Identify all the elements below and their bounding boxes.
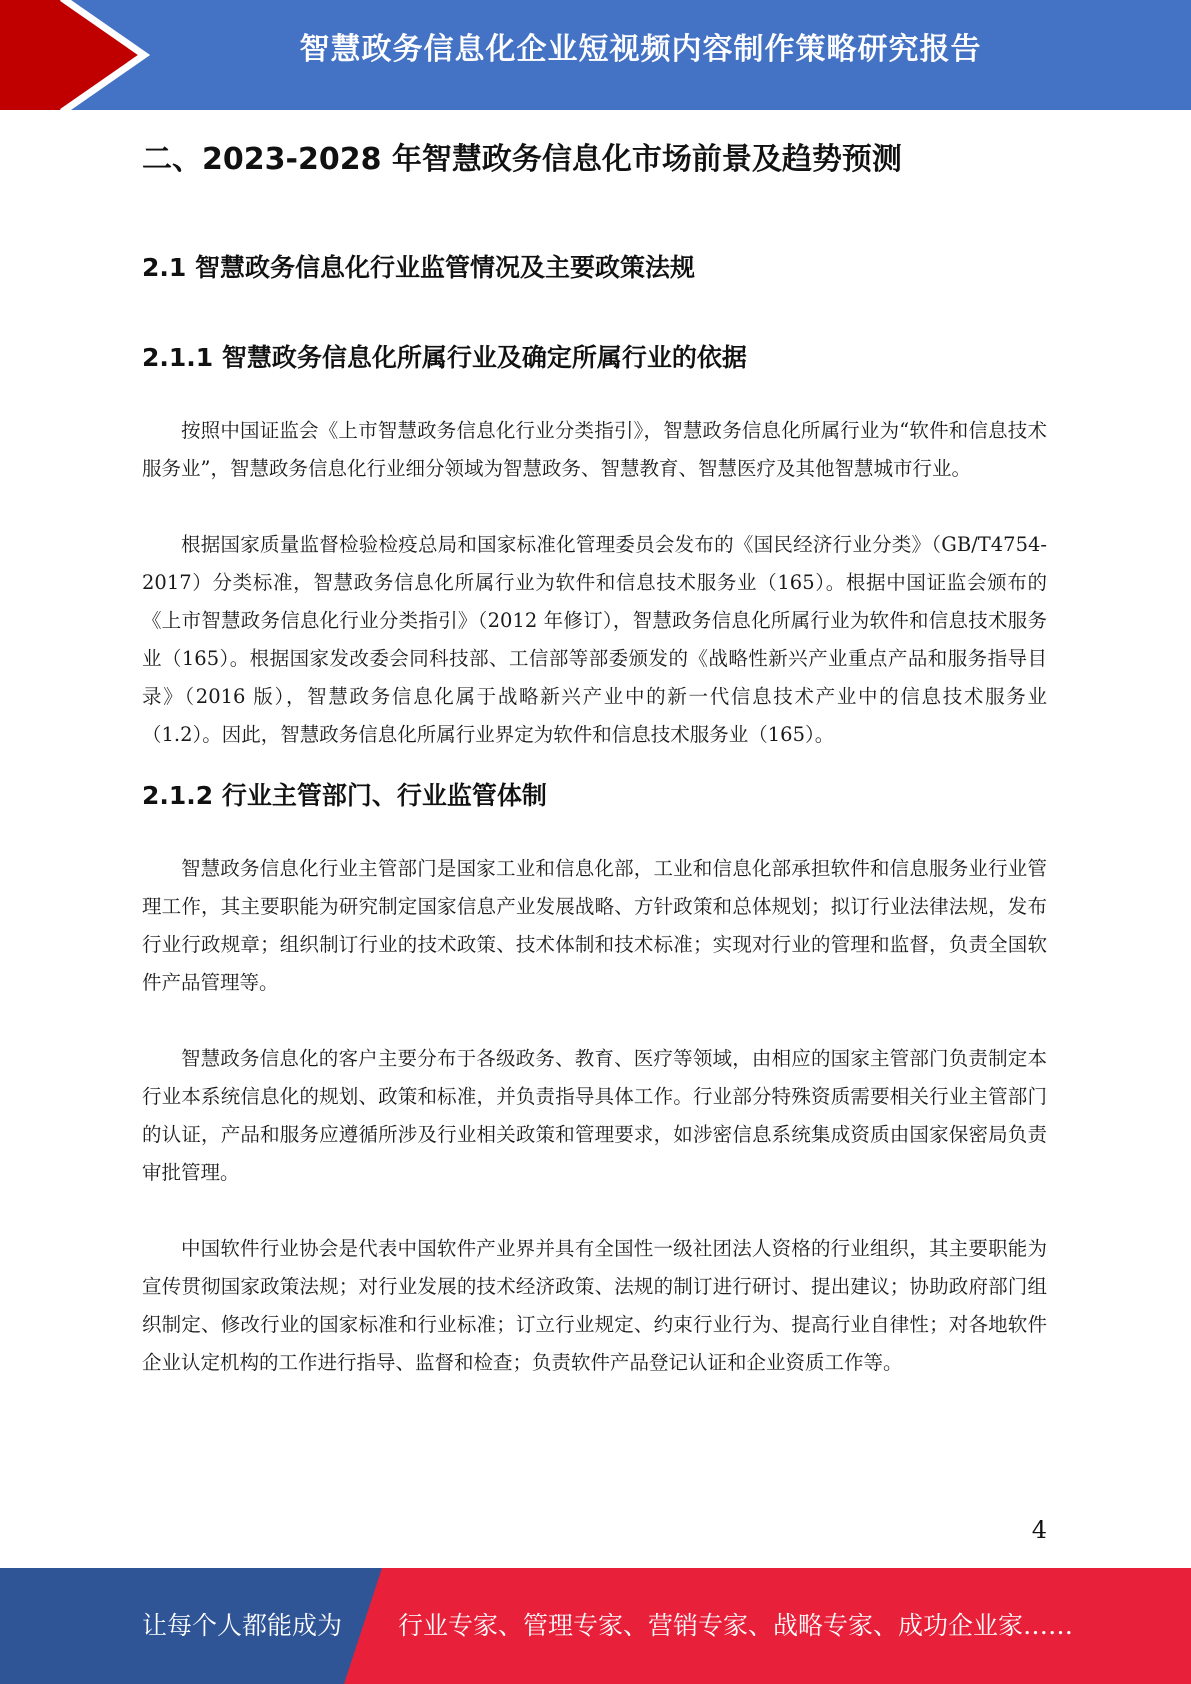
document-body bbox=[142, 128, 1047, 1382]
header-banner bbox=[0, 0, 1191, 110]
subsection-2-1-1-title: 2.1.1 智慧政务信息化所属行业及确定所属行业的依据 bbox=[142, 343, 747, 372]
paragraph: 按照中国证监会《上市智慧政务信息化行业分类指引》，智慧政务信息化所属行业为“软件和信息技术服务业”，智慧政务信息化行业细分领域为智慧政务、智慧教育、智慧医疗及其他智慧城市行业。 bbox=[142, 419, 1047, 480]
header-title: 智慧政务信息化企业短视频内容制作策略研究报告 bbox=[299, 32, 982, 67]
paragraph: 智慧政务信息化的客户主要分布于各级政务、教育、医疗等领域，由相应的国家主管部门负责制定本行业本系统信息化的规划、政策和标准，并负责指导具体工作。行业部分特殊资质需要相关行业主管部门的认证，产品和服务应遵循所涉及行业相关政策和管理要求，如涉密信息系统集成资质由国家保密局负责审批管理。 bbox=[142, 1047, 1047, 1184]
paragraph: 根据国家质量监督检验检疫总局和国家标准化管理委员会发布的《国民经济行业分类》（GB/T4754-2017）分类标准，智慧政务信息化所属行业为软件和信息技术服务业（165）。根据中国证监会颁布的《上市智慧政务信息化行业分类指引》（2012 年修订），智慧政务信息化所属行业为软件和信息技术服务业（165）。根据国家发改委会同科技部、工信部等部委颁发的《战略性新兴产业重点产品和服务指导目录》（2016 版），智慧政务信息化属于战略新兴产业中的新一代信息技术产业中的信息技术服务业（1.2）。因此，智慧政务信息化所属行业界定为软件和信息技术服务业（165）。 bbox=[142, 533, 1047, 746]
footer-banner bbox=[0, 1568, 1191, 1684]
paragraph: 智慧政务信息化行业主管部门是国家工业和信息化部，工业和信息化部承担软件和信息服务业行业管理工作，其主要职能为研究制定国家信息产业发展战略、方针政策和总体规划；拟订行业法律法规，发布行业行政规章；组织制订行业的技术政策、技术体制和技术标准；实现对行业的管理和监督，负责全国软件产品管理等。 bbox=[142, 857, 1047, 994]
subsection-2-1-2-title: 2.1.2 行业主管部门、行业监管体制 bbox=[142, 781, 547, 810]
paragraph: 中国软件行业协会是代表中国软件产业界并具有全国性一级社团法人资格的行业组织，其主要职能为宣传贯彻国家政策法规；对行业发展的技术经济政策、法规的制订进行研讨、提出建议；协助政府部门组织制定、修改行业的国家标准和行业标准；订立行业规定、约束行业行为、提高行业自律性；对各地软件企业认定机构的工作进行指导、监督和检查；负责软件产品登记认证和企业资质工作等。 bbox=[142, 1237, 1047, 1374]
page-number: 4 bbox=[1031, 1516, 1047, 1544]
footer-slogan-left: 让每个人都能成为 bbox=[142, 1611, 343, 1640]
subsection-2-1-title: 2.1 智慧政务信息化行业监管情况及主要政策法规 bbox=[142, 253, 695, 282]
section-title: 二、2023-2028 年智慧政务信息化市场前景及趋势预测 bbox=[142, 142, 902, 177]
footer-slogan-right: 行业专家、管理专家、营销专家、战略专家、成功企业家…… bbox=[398, 1611, 1074, 1640]
